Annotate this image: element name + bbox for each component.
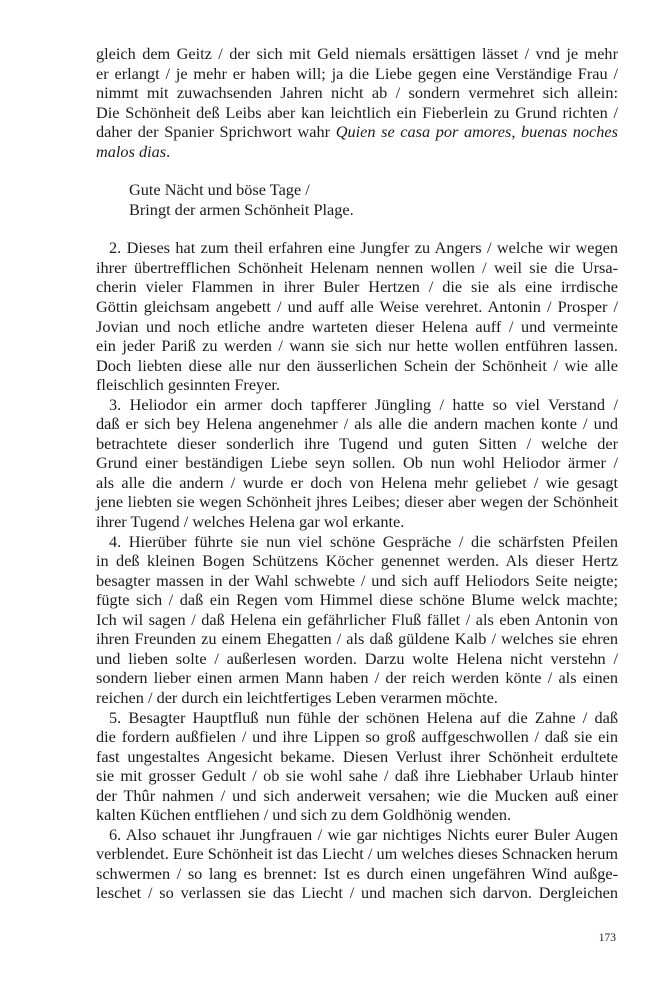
text-line: schwermen / so lang es brennet: Ist es durch einen ungefähren Wind außge- [96, 863, 618, 883]
text-line: gleich dem Geitz / der sich mit Geld niemals ersättigen lässet / vnd je mehr [96, 44, 618, 63]
text-line: cherin vieler Flammen in ihrer Buler Hertzen / die sie als eine irrdische [96, 277, 618, 297]
text-line: ihrer übertrefflichen Schönheit Helenam nennen wollen / weil sie die Ursa- [96, 257, 618, 277]
spanish-proverb-italic: malos dias [96, 141, 167, 161]
text-line: und lieben solte / außerlesen worden. Darzu wolte Helena nicht verstehn / [96, 648, 618, 668]
text-line: er erlangt / je mehr er haben will; ja die Liebe gegen eine Verständige Frau / [96, 63, 618, 83]
text-line: 2. Dieses hat zum theil erfahren eine Jungfer zu Angers / welche wir wegen [109, 238, 618, 258]
text-line: fast ungestaltes Angesicht bekame. Diesen Verlust ihrer Schönheit erdultete [96, 746, 618, 766]
text-line [96, 142, 618, 162]
text-line: sie mit grosser Gedult / ob sie wohl sahe / daß ihre Liebhaber Urlaub hinter [96, 766, 618, 786]
text-line: 6. Also schauet ihr Jungfrauen / wie gar nichtiges Nichts eurer Buler Augen [109, 824, 618, 844]
paragraph-3 [96, 395, 618, 532]
intro-paragraph [96, 44, 618, 161]
text-line: Ich wil sagen / daß Helena ein gefährlicher Fluß fället / als eben Antonin von [96, 609, 618, 629]
text-line: leschet / so verlassen sie das Liecht / und machen sich darvon. Dergleichen [96, 883, 618, 903]
paragraph-6 [96, 825, 618, 903]
text-line: fügte sich / daß ein Regen vom Himmel diese schöne Blume welck machte; [96, 590, 618, 610]
text-line: besagter massen in der Wahl schwebte / und sich auff Heliodors Seite neigte; [96, 570, 618, 590]
text-line: reichen / der durch ein leichtfertiges Leben verarmen möchte. [96, 687, 498, 707]
verse-line: Bringt der armen Schönheit Plage. [129, 199, 354, 219]
text-line: kalten Küchen entfliehen / und sich zu dem Goldhönig wenden. [96, 805, 512, 825]
text-line: Doch liebten diese alle nur den äusserlichen Schein der Schönheit / wie alle [96, 355, 618, 375]
book-page [96, 44, 618, 903]
spanish-proverb-italic: Quien se casa por amores, buenas noches [335, 122, 618, 142]
text-line: betrachtete dieser sonderlich ihre Tugend und guten Sitten / welche der [96, 433, 618, 453]
text-line: 5. Besagter Hauptfluß nun fühle der schönen Helena auf die Zahne / daß [109, 707, 618, 727]
text-line: ihren Freunden zu einem Ehegatten / als daß güldene Kalb / welches sie ehren [96, 629, 618, 649]
text-line: 3. Heliodor ein armer doch tapfferer Jüngling / hatte so viel Verstand / [109, 394, 618, 414]
text-line: ein jeder Pariß zu werden / wann sie sich nur hette wollen entführen lassen. [96, 336, 618, 356]
text-line: Göttin gleichsam angebett / und auff alle Weise verehret. Antonin / Prosper / [96, 297, 618, 317]
text-line: sondern lieber einen armen Mann haben / der reich werden könte / als einen [96, 668, 618, 688]
text-line: ihrer Tugend / welches Helena gar wol erkante. [96, 512, 405, 532]
text-line: verblendet. Eure Schönheit ist das Liecht / um welches dieses Schnacken herum [96, 844, 618, 864]
text-line: als alle die andern / wurde er doch von Helena mehr geliebet / wie gesagt [96, 472, 618, 492]
text-segment: . [166, 141, 171, 161]
verse-block [129, 180, 618, 219]
paragraph-4 [96, 532, 618, 708]
text-line [96, 122, 618, 142]
text-line: Die Schönheit deß Leibs aber kan leichtlich ein Fieberlein zu Grund richten / [96, 102, 618, 122]
text-line: fleischlich gesinnten Freyer. [96, 375, 281, 395]
text-line: nimmt mit zuwachsenden Jahren nicht ab / sondern vermehret sich allein: [96, 83, 618, 103]
text-line: jene liebten sie wegen Schönheit jhres Leibes; dieser aber wegen der Schönheit [96, 492, 618, 512]
paragraph-2 [96, 238, 618, 394]
text-segment: daher der Spanier Sprichwort wahr [96, 122, 336, 142]
text-line: Jovian und noch etliche andre warteten dieser Helena auff / und vermeinte [96, 316, 618, 336]
text-line: die fordern außfielen / und ihre Lippen so groß auffgeschwollen / daß sie ein [96, 727, 618, 747]
paragraph-5 [96, 708, 618, 825]
text-line: der Thûr nahmen / und sich anderweit versahen; wie die Mucken auß einer [96, 785, 618, 805]
text-line: in deß kleinen Bogen Schützens Köcher genennet werden. Als dieser Hertz [96, 551, 618, 571]
text-line: daß er sich bey Helena angenehmer / als alle die andern machen konte / und [96, 414, 618, 434]
page-number: 173 [598, 932, 616, 944]
verse-line: Gute Nächt und böse Tage / [129, 180, 310, 200]
text-line: Grund einer beständigen Liebe seyn sollen. Ob nun wohl Heliodor ärmer / [96, 453, 618, 473]
text-line: 4. Hierüber führte sie nun viel schöne Gespräche / die schärfsten Pfeilen [109, 531, 618, 551]
